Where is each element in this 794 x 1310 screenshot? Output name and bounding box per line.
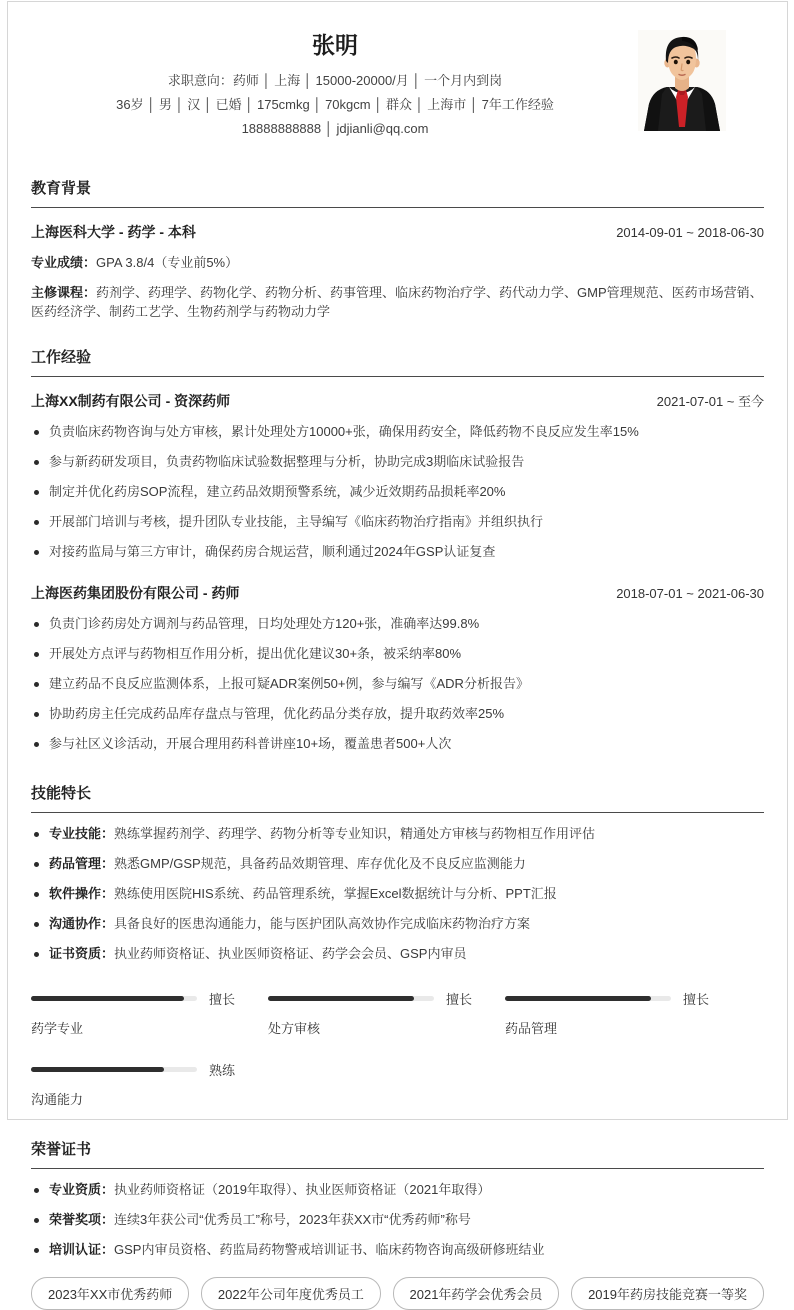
- company-name: 上海XX制药有限公司 - 资深药师: [31, 393, 231, 409]
- bullet-item: 参与社区义诊活动，开展合理用药科普讲座10+场，覆盖患者500+人次: [31, 735, 764, 753]
- honor-tag: 2022年公司年度优秀员工: [201, 1277, 381, 1310]
- company-name: 上海医药集团股份有限公司 - 药师: [31, 585, 240, 601]
- bar-level: 擅长: [445, 992, 472, 1007]
- skill-label: 专业技能：: [49, 826, 115, 841]
- profile-photo: [638, 30, 726, 131]
- bar-fill: [505, 996, 651, 1001]
- job-date: 2021-07-01 ~ 至今: [656, 394, 764, 409]
- bar-track: [268, 996, 434, 1001]
- courses-row: [31, 283, 764, 321]
- job-head-row: [31, 583, 764, 603]
- skill-label: 药品管理：: [49, 856, 115, 871]
- header-text-block: [31, 30, 639, 141]
- bar-level: 熟练: [208, 1063, 235, 1078]
- skill-bar: [31, 989, 235, 1037]
- bar-track: [505, 996, 671, 1001]
- bar-track: [31, 1067, 197, 1072]
- bar-name: 沟通能力: [31, 1092, 84, 1107]
- honor-item: [31, 1181, 764, 1199]
- skill-text: 熟悉GMP/GSP规范，具备药品效期管理、库存优化及不良反应监测能力: [114, 856, 526, 871]
- section-skills: [31, 782, 764, 1108]
- section-education: [31, 177, 764, 321]
- honor-text: GSP内审员资格、药监局药物警戒培训证书、临床药物咨询高级研修班结业: [114, 1242, 545, 1257]
- candidate-name: 张明: [312, 32, 358, 58]
- contact-info-line: 18888888888 │ jdjianli@qq.com: [241, 121, 429, 136]
- gpa-label: 专业成绩：: [31, 255, 97, 270]
- skill-text: 具备良好的医患沟通能力，能与医护团队高效协作完成临床药物治疗方案: [114, 916, 531, 931]
- bullet-item: 参与新药研发项目，负责药物临床试验数据整理与分析，协助完成3期临床试验报告: [31, 453, 764, 471]
- bullet-item: 开展部门培训与考核，提升团队专业技能，主导编写《临床药物治疗指南》并组织执行: [31, 513, 764, 531]
- job-entry: [31, 583, 764, 753]
- bullet-item: 协助药房主任完成药品库存盘点与管理，优化药品分类存放，提升取药效率25%: [31, 705, 764, 723]
- honors-title: 荣誉证书: [31, 1138, 764, 1169]
- skill-bar: [505, 989, 709, 1037]
- bar-name: 处方审核: [268, 1021, 321, 1036]
- honor-tag: 2019年药房技能竞赛一等奖: [571, 1277, 764, 1310]
- skill-bars-grid: [31, 989, 764, 1108]
- bar-fill: [268, 996, 414, 1001]
- education-title: 教育背景: [31, 177, 764, 208]
- skill-bar: [31, 1060, 235, 1108]
- avatar-illustration: [638, 30, 726, 131]
- bullet-item: 开展处方点评与药物相互作用分析，提出优化建议30+条，被采纳率80%: [31, 645, 764, 663]
- bar-level: 擅长: [682, 992, 709, 1007]
- personal-info-line: 36岁 │ 男 │ 汉 │ 已婚 │ 175cmkg │ 70kgcm │ 群众 │ 上海市 │ 7年工作经验: [116, 97, 554, 112]
- bullet-item: 负责临床药物咨询与处方审核，累计处理处方10000+张，确保用药安全，降低药物不良反应发生率15%: [31, 423, 764, 441]
- job-intent-line: 求职意向：药师 │ 上海 │ 15000-20000/月 │ 一个月内到岗: [167, 73, 503, 88]
- honor-tag: 2023年XX市优秀药师: [31, 1277, 189, 1310]
- bullet-item: 建立药品不良反应监测体系，上报可疑ADR案例50+例，参与编写《ADR分析报告》: [31, 675, 764, 693]
- job-bullet-list: [31, 615, 764, 753]
- section-work: [31, 346, 764, 753]
- honor-text: 执业药师资格证（2019年取得）、执业医师资格证（2021年取得）: [114, 1182, 491, 1197]
- bullet-item: 负责门诊药房处方调剂与药品管理，日均处理处方120+张，准确率达99.8%: [31, 615, 764, 633]
- resume-page: [7, 1, 788, 1302]
- courses-label: 主修课程：: [31, 285, 97, 300]
- bullet-item: 制定并优化药房SOP流程，建立药品效期预警系统，减少近效期药品损耗率20%: [31, 483, 764, 501]
- skill-bar: [268, 989, 472, 1037]
- honor-item: [31, 1241, 764, 1259]
- job-head-row: [31, 391, 764, 411]
- skill-item: [31, 825, 764, 843]
- honor-label: 培训认证：: [49, 1242, 115, 1257]
- skill-item: [31, 885, 764, 903]
- bar-name: 药品管理: [505, 1021, 558, 1036]
- skill-label: 软件操作：: [49, 886, 115, 901]
- bullet-item: 对接药监局与第三方审计，确保药房合规运营，顺利通过2024年GSP认证复查: [31, 543, 764, 561]
- work-title: 工作经验: [31, 346, 764, 377]
- honor-item: [31, 1211, 764, 1229]
- honor-label: 荣誉奖项：: [49, 1212, 115, 1227]
- honor-tag: 2021年药学会优秀会员: [393, 1277, 560, 1310]
- skill-text: 熟练掌握药剂学、药理学、药物分析等专业知识，精通处方审核与药物相互作用评估: [114, 826, 596, 841]
- skill-item: [31, 855, 764, 873]
- bar-name: 药学专业: [31, 1021, 84, 1036]
- bar-fill: [31, 1067, 164, 1072]
- courses-value: 药剂学、药理学、药物化学、药物分析、药事管理、临床药物治疗学、药代动力学、GMP管理规范、医药市场营销、医药经济学、制药工艺学、生物药剂学与药物动力学: [31, 285, 763, 319]
- honor-text: 连续3年获公司“优秀员工”称号，2023年获XX市“优秀药师”称号: [114, 1212, 471, 1227]
- skill-text: 熟练使用医院HIS系统、药品管理系统，掌握Excel数据统计与分析、PPT汇报: [114, 886, 557, 901]
- skills-list: [31, 825, 764, 963]
- school-name: 上海医科大学 - 药学 - 本科: [31, 224, 196, 240]
- skill-label: 沟通协作：: [49, 916, 115, 931]
- skill-label: 证书资质：: [49, 946, 115, 961]
- job-entry: [31, 391, 764, 561]
- resume-header: [31, 30, 764, 141]
- education-school-row: [31, 222, 764, 242]
- honor-tags-row: [31, 1277, 764, 1310]
- bar-fill: [31, 996, 184, 1001]
- bar-level: 擅长: [208, 992, 235, 1007]
- job-date: 2018-07-01 ~ 2021-06-30: [616, 586, 764, 601]
- gpa-value: GPA 3.8/4（专业前5%）: [96, 255, 239, 270]
- skill-text: 执业药师资格证、执业医师资格证、药学会会员、GSP内审员: [114, 946, 467, 961]
- bar-track: [31, 996, 197, 1001]
- honor-label: 专业资质：: [49, 1182, 115, 1197]
- section-honors: [31, 1138, 764, 1310]
- honors-list: [31, 1181, 764, 1259]
- education-date: 2014-09-01 ~ 2018-06-30: [616, 225, 764, 240]
- skill-item: [31, 945, 764, 963]
- gpa-row: [31, 253, 764, 272]
- skill-item: [31, 915, 764, 933]
- skills-title: 技能特长: [31, 782, 764, 813]
- job-bullet-list: [31, 423, 764, 561]
